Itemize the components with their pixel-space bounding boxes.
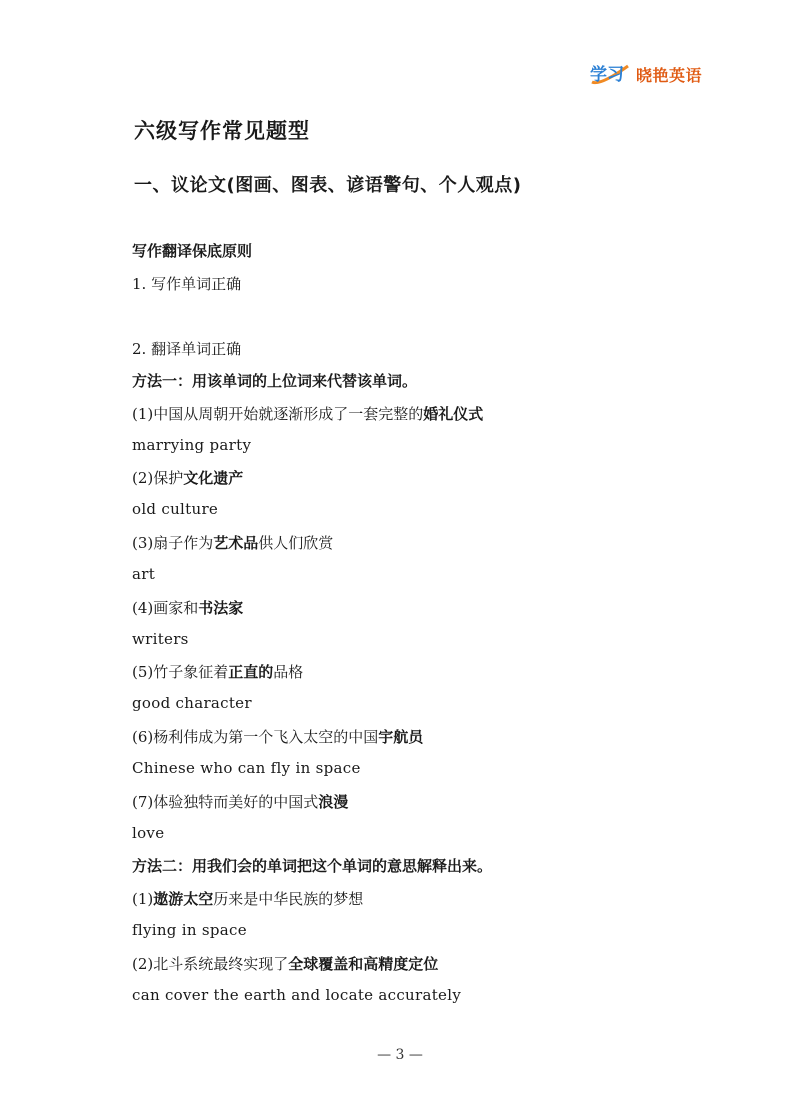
example-answer: art [132,565,156,583]
principle-heading: 写作翻译保底原则 [132,242,253,260]
brand-mark-icon [588,60,634,88]
page-title: 六级写作常见题型 [134,119,310,143]
principle-item-2: 2. 翻译单词正确 [132,340,242,358]
example-prompt: (2)北斗系统最终实现了全球覆盖和高精度定位 [132,955,439,973]
keyword: 浪漫 [318,793,349,811]
example-answer: love [132,824,165,842]
principle-item-1: 1. 写作单词正确 [132,275,242,293]
example-prompt: (5)竹子象征着正直的品格 [132,663,304,681]
method2-heading: 方法二：用我们会的单词把这个单词的意思解释出来。 [132,857,493,875]
keyword: 文化遗产 [183,469,244,487]
keyword: 宇航员 [378,728,424,746]
keyword: 婚礼仪式 [423,405,484,423]
keyword: 书法家 [198,599,244,617]
example-prompt: (4)画家和书法家 [132,599,244,617]
brand-logo [588,58,738,92]
method1-heading: 方法一：用该单词的上位词来代替该单词。 [132,372,418,390]
example-prompt: (7)体验独特而美好的中国式浪漫 [132,793,349,811]
section-heading: 一、议论文(图画、图表、谚语警句、个人观点) [134,175,522,196]
example-answer: flying in space [132,921,247,939]
example-prompt: (1)遨游太空历来是中华民族的梦想 [132,890,364,908]
example-answer: old culture [132,500,219,518]
example-prompt: (3)扇子作为艺术品供人们欣赏 [132,534,334,552]
example-prompt: (6)杨利伟成为第一个飞入太空的中国宇航员 [132,728,424,746]
brand-name: 晓艳英语 [636,66,703,85]
example-answer: can cover the earth and locate accurately [132,986,462,1004]
keyword: 遨游太空 [153,890,214,908]
example-answer: Chinese who can fly in space [132,759,361,777]
example-answer: marrying party [132,436,252,454]
example-prompt: (1)中国从周朝开始就逐渐形成了一套完整的婚礼仪式 [132,405,484,423]
example-answer: good character [132,694,252,712]
brand-mark-text: 学习 [590,65,624,85]
keyword: 正直的 [228,663,274,681]
page-number: — 3 — [377,1047,423,1063]
example-prompt: (2)保护文化遗产 [132,469,244,487]
keyword: 全球覆盖和高精度定位 [288,955,439,973]
example-answer: writers [132,630,189,648]
keyword: 艺术品 [213,534,259,552]
